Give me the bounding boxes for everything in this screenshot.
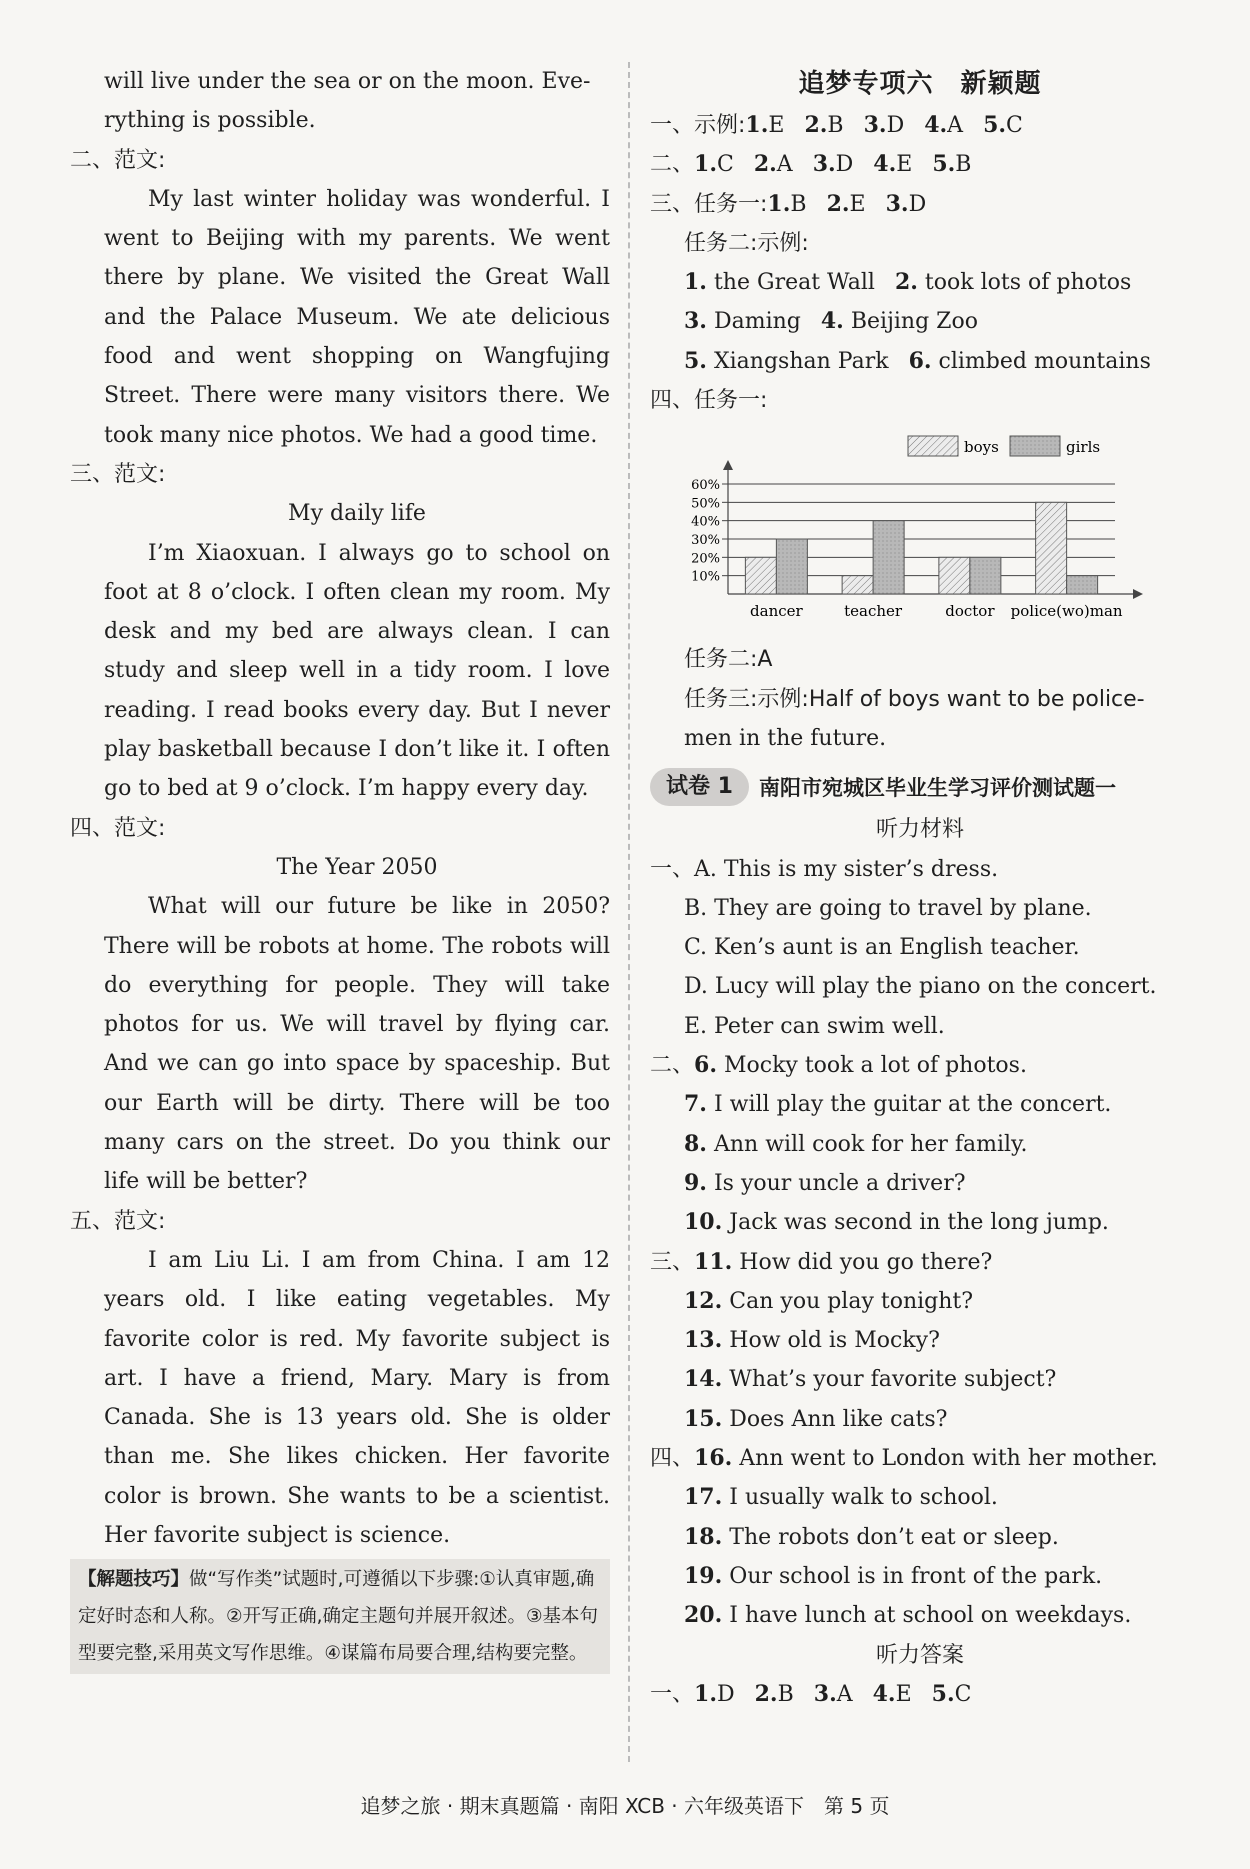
item-num: 15.	[684, 1405, 723, 1432]
answer-num: 3.	[863, 112, 887, 138]
answer-value: Daming	[713, 309, 801, 335]
q3-task2-row	[650, 263, 1190, 302]
x-category-label: dancer	[750, 602, 803, 621]
listening-text: Can you play tonight?	[729, 1288, 974, 1314]
bar-boys	[939, 558, 970, 595]
q1-answers	[650, 106, 1190, 145]
listening-text: How did you go there?	[739, 1249, 993, 1275]
y-axis-arrow	[723, 460, 733, 470]
answer-value: Xiangshan Park	[713, 348, 889, 374]
section-4-title: The Year 2050	[276, 854, 438, 880]
listening-text: What’s your favorite subject?	[729, 1367, 1057, 1393]
answer-value: the Great Wall	[713, 270, 875, 296]
item-num: 14.	[684, 1366, 723, 1393]
listening-p3-item	[650, 1321, 1190, 1360]
listening-text: I have lunch at school on weekdays.	[729, 1603, 1132, 1629]
listening-p2-item	[650, 1046, 1190, 1085]
item-num: 17.	[684, 1484, 723, 1511]
answer-value: D	[908, 191, 927, 217]
x-category-label: police(wo)man	[1010, 602, 1123, 621]
q1-label: 一、示例:	[650, 113, 746, 138]
listening-p4-item	[650, 1518, 1190, 1557]
answer-value: A	[947, 113, 964, 138]
item-num: 6.	[694, 1052, 717, 1079]
q3-task2-row	[650, 302, 1190, 341]
tips-label: 【解题技巧】	[78, 1569, 190, 1591]
q2-label: 二、	[650, 152, 695, 178]
x-axis-arrow	[1133, 589, 1143, 599]
listening-p4-item	[650, 1557, 1190, 1596]
q3-task2-label: 任务二:示例:	[684, 230, 809, 256]
item-num: 12.	[684, 1287, 723, 1314]
answer-value: A	[776, 152, 793, 178]
left-column	[70, 62, 610, 1674]
section-3-label: 三、范文:	[70, 461, 166, 487]
answer-num: 4.	[872, 1680, 896, 1707]
y-tick-label: 40%	[691, 515, 720, 531]
answer-num: 4.	[873, 151, 897, 178]
answer-value: climbed mountains	[938, 348, 1151, 374]
answer-num: 1.	[767, 190, 791, 217]
section-4-essay: What will our future be like in 2050? There will be robots at home. The robots will do everything for people. They will take photos for us. We will travel by flying car. And we can go into space by spaceship. But our Earth will be dirty. There will be too many cars on the street. Do you think our life will be better?	[104, 894, 610, 1195]
x-category-label: doctor	[945, 602, 995, 621]
answer-num: 1.	[684, 269, 707, 296]
answer-num: 5.	[684, 347, 707, 374]
answer-value: B	[827, 113, 844, 138]
answer-value: D	[835, 152, 854, 178]
q4-label: 四、任务一:	[650, 388, 768, 414]
y-tick-label: 30%	[691, 533, 720, 549]
legend-swatch-girls	[1010, 436, 1060, 456]
bar-boys	[842, 576, 873, 594]
tips-text: 做“写作类”试题时,可遵循以下步骤:①认真审题,确定好时态和人称。②开写正确,确定主题句并展开叙述。③基本句型要完整,采用英文写作思维。④谋篇布局要合理,结构要完整。	[78, 1569, 599, 1665]
answer-num: 2.	[804, 112, 828, 138]
essay-continuation-1: will live under the sea or on the moon. Eve-	[104, 69, 591, 94]
paper-header	[650, 768, 1190, 806]
listening-p2-item	[650, 1085, 1190, 1124]
section-2-essay: My last winter holiday was wonderful. I went to Beijing with my parents. We went there by plane. We visited the Great Wall and the Palace Museum. We ate delicious food and went shopping on Wangfujing Street. There were many visitors there. We took many nice photos. We had a good time.	[104, 186, 610, 448]
answer-title: 听力答案	[875, 1642, 964, 1668]
listening-p1-item: B. They are going to travel by plane.	[684, 895, 1092, 921]
answer-value: D	[886, 113, 905, 138]
section-title: 追梦专项六 新颖题	[798, 69, 1042, 99]
answer-value: E	[896, 152, 913, 178]
listening-text: I will play the guitar at the concert.	[713, 1092, 1112, 1118]
item-num: 20.	[684, 1602, 723, 1629]
listening-p4-item	[650, 1439, 1190, 1478]
answer-value: E	[768, 113, 785, 138]
legend-label-boys: boys	[964, 438, 999, 457]
y-tick-label: 10%	[691, 570, 720, 586]
career-chart	[670, 424, 1190, 638]
listening-text: How old is Mocky?	[729, 1328, 940, 1354]
listening-p3-item	[650, 1243, 1190, 1282]
q3-label: 三、任务一:	[650, 191, 768, 217]
listening-title: 听力材料	[875, 817, 964, 843]
bar-girls	[970, 558, 1001, 595]
listening-p4-item	[650, 1478, 1190, 1517]
item-num: 11.	[694, 1248, 733, 1275]
part-label: 二、	[650, 1053, 695, 1079]
item-num: 10.	[684, 1209, 723, 1236]
section-4-label: 四、范文:	[70, 815, 166, 841]
listening-p1-item: E. Peter can swim well.	[684, 1013, 945, 1039]
item-num: 9.	[684, 1169, 707, 1196]
paper-title: 南阳市宛城区毕业生学习评价测试题一	[758, 776, 1116, 801]
answer-num: 2.	[753, 151, 777, 178]
listening-p1-item	[650, 850, 1190, 889]
item-num: 16.	[694, 1445, 733, 1472]
answer-num: 4.	[820, 308, 844, 335]
q2-answers	[650, 145, 1190, 184]
q3-task2-row	[650, 342, 1190, 381]
listening-p4-item	[650, 1596, 1190, 1635]
listening-p2-item	[650, 1203, 1190, 1242]
listening-text: Does Ann like cats?	[729, 1406, 948, 1432]
answer-num: 5.	[931, 1680, 955, 1707]
y-tick-label: 60%	[691, 478, 720, 494]
item-num: 8.	[684, 1130, 707, 1157]
part-label: 四、	[650, 1446, 695, 1472]
answer-value: D	[716, 1681, 735, 1707]
answer-value: A	[836, 1681, 853, 1707]
tips-box	[70, 1559, 610, 1674]
answer-value: Beijing Zoo	[850, 309, 978, 335]
paper-badge: 试卷 1	[650, 768, 749, 806]
answer-num: 3.	[812, 151, 836, 178]
answer-value: E	[849, 191, 866, 217]
answer-value: B	[955, 152, 972, 178]
answer-num: 3.	[813, 1680, 837, 1707]
answer-value: C	[954, 1681, 972, 1707]
answer-value: B	[777, 1681, 794, 1707]
answer-num: 4.	[924, 112, 948, 138]
answer-value: C	[1006, 113, 1023, 138]
listening-text: I usually walk to school.	[729, 1485, 998, 1511]
listening-answers	[650, 1675, 1190, 1714]
section-3-essay: I’m Xiaoxuan. I always go to school on foot at 8 o’clock. I often clean my room. My desk and my bed are always clean. I can study and sleep well in a tidy room. I love reading. I read books every day. But I never play basketball because I don’t like it. I often go to bed at 9 o’clock. I’m happy every day.	[104, 540, 610, 802]
answer-value: C	[716, 152, 734, 178]
bar-boys	[745, 558, 776, 595]
right-column	[650, 62, 1190, 1714]
q4-task2: 任务二:A	[684, 647, 773, 673]
bar-boys	[1036, 503, 1067, 595]
answer-num: 1.	[694, 151, 717, 178]
q3-answers	[650, 185, 1190, 224]
answer-num: 1.	[745, 112, 769, 138]
y-tick-label: 50%	[691, 496, 720, 512]
part-label: 三、	[650, 1249, 695, 1275]
section-3-title: My daily life	[288, 501, 426, 527]
listening-text: The robots don’t eat or sleep.	[729, 1524, 1059, 1550]
bar-girls	[1067, 576, 1098, 594]
answer-value: E	[895, 1681, 912, 1707]
listening-text: Ann went to London with her mother.	[739, 1446, 1158, 1472]
answer-num: 6.	[908, 347, 932, 374]
section-2-label: 二、范文:	[70, 147, 166, 173]
listening-text: Our school is in front of the park.	[729, 1563, 1103, 1589]
bar-girls	[776, 539, 807, 594]
section-5-label: 五、范文:	[70, 1208, 166, 1234]
answer-num: 3.	[885, 190, 909, 217]
listening-text: A. This is my sister’s dress.	[694, 856, 999, 882]
answer-value: B	[790, 191, 807, 217]
answer-num: 5.	[932, 151, 956, 178]
answer-num: 3.	[684, 308, 707, 335]
page-footer: 追梦之旅 · 期末真题篇 · 南阳 XCB · 六年级英语下 第 5 页	[360, 1794, 890, 1818]
bar-chart-svg	[670, 424, 1170, 634]
section-5-essay: I am Liu Li. I am from China. I am 12 years old. I like eating vegetables. My favorite color is red. My favorite subject is art. I have a friend, Mary. Mary is from Canada. She is 13 years old. She is older than me. She likes chicken. Her favorite color is brown. She wants to be a scientist. Her favorite subject is science.	[104, 1247, 610, 1548]
bar-girls	[873, 521, 904, 594]
listening-text: Jack was second in the long jump.	[729, 1210, 1109, 1236]
listening-text: Ann will cook for her family.	[713, 1131, 1028, 1157]
item-num: 18.	[684, 1523, 723, 1550]
part-label: 一、	[650, 856, 695, 882]
listening-p1-item: D. Lucy will play the piano on the concert.	[684, 974, 1157, 1000]
item-num: 13.	[684, 1327, 723, 1354]
listening-p3-item	[650, 1282, 1190, 1321]
answer-num: 5.	[983, 112, 1007, 138]
listening-text: Mocky took a lot of photos.	[723, 1053, 1027, 1079]
answer-num: 1.	[694, 1680, 717, 1707]
part-label: 一、	[650, 1681, 695, 1707]
answer-value: took lots of photos	[924, 270, 1132, 296]
x-category-label: teacher	[844, 602, 903, 621]
listening-p2-item	[650, 1164, 1190, 1203]
listening-p1-item: C. Ken’s aunt is an English teacher.	[684, 935, 1080, 961]
answer-num: 2.	[754, 1680, 778, 1707]
item-num: 7.	[684, 1091, 707, 1118]
listening-p3-item	[650, 1400, 1190, 1439]
q4-task3-line1: 任务三:示例:Half of boys want to be police-	[684, 686, 1145, 712]
legend-label-girls: girls	[1066, 438, 1101, 457]
listening-p2-item	[650, 1125, 1190, 1164]
legend-swatch-boys	[908, 436, 958, 456]
y-tick-label: 20%	[691, 551, 720, 567]
essay-continuation-2: rything is possible.	[104, 108, 316, 134]
q4-task3-line2: men in the future.	[684, 725, 887, 751]
column-divider	[628, 62, 630, 1762]
answer-num: 2.	[826, 190, 850, 217]
item-num: 19.	[684, 1562, 723, 1589]
listening-p3-item	[650, 1360, 1190, 1399]
listening-text: Is your uncle a driver?	[713, 1170, 966, 1196]
answer-num: 2.	[894, 269, 918, 296]
